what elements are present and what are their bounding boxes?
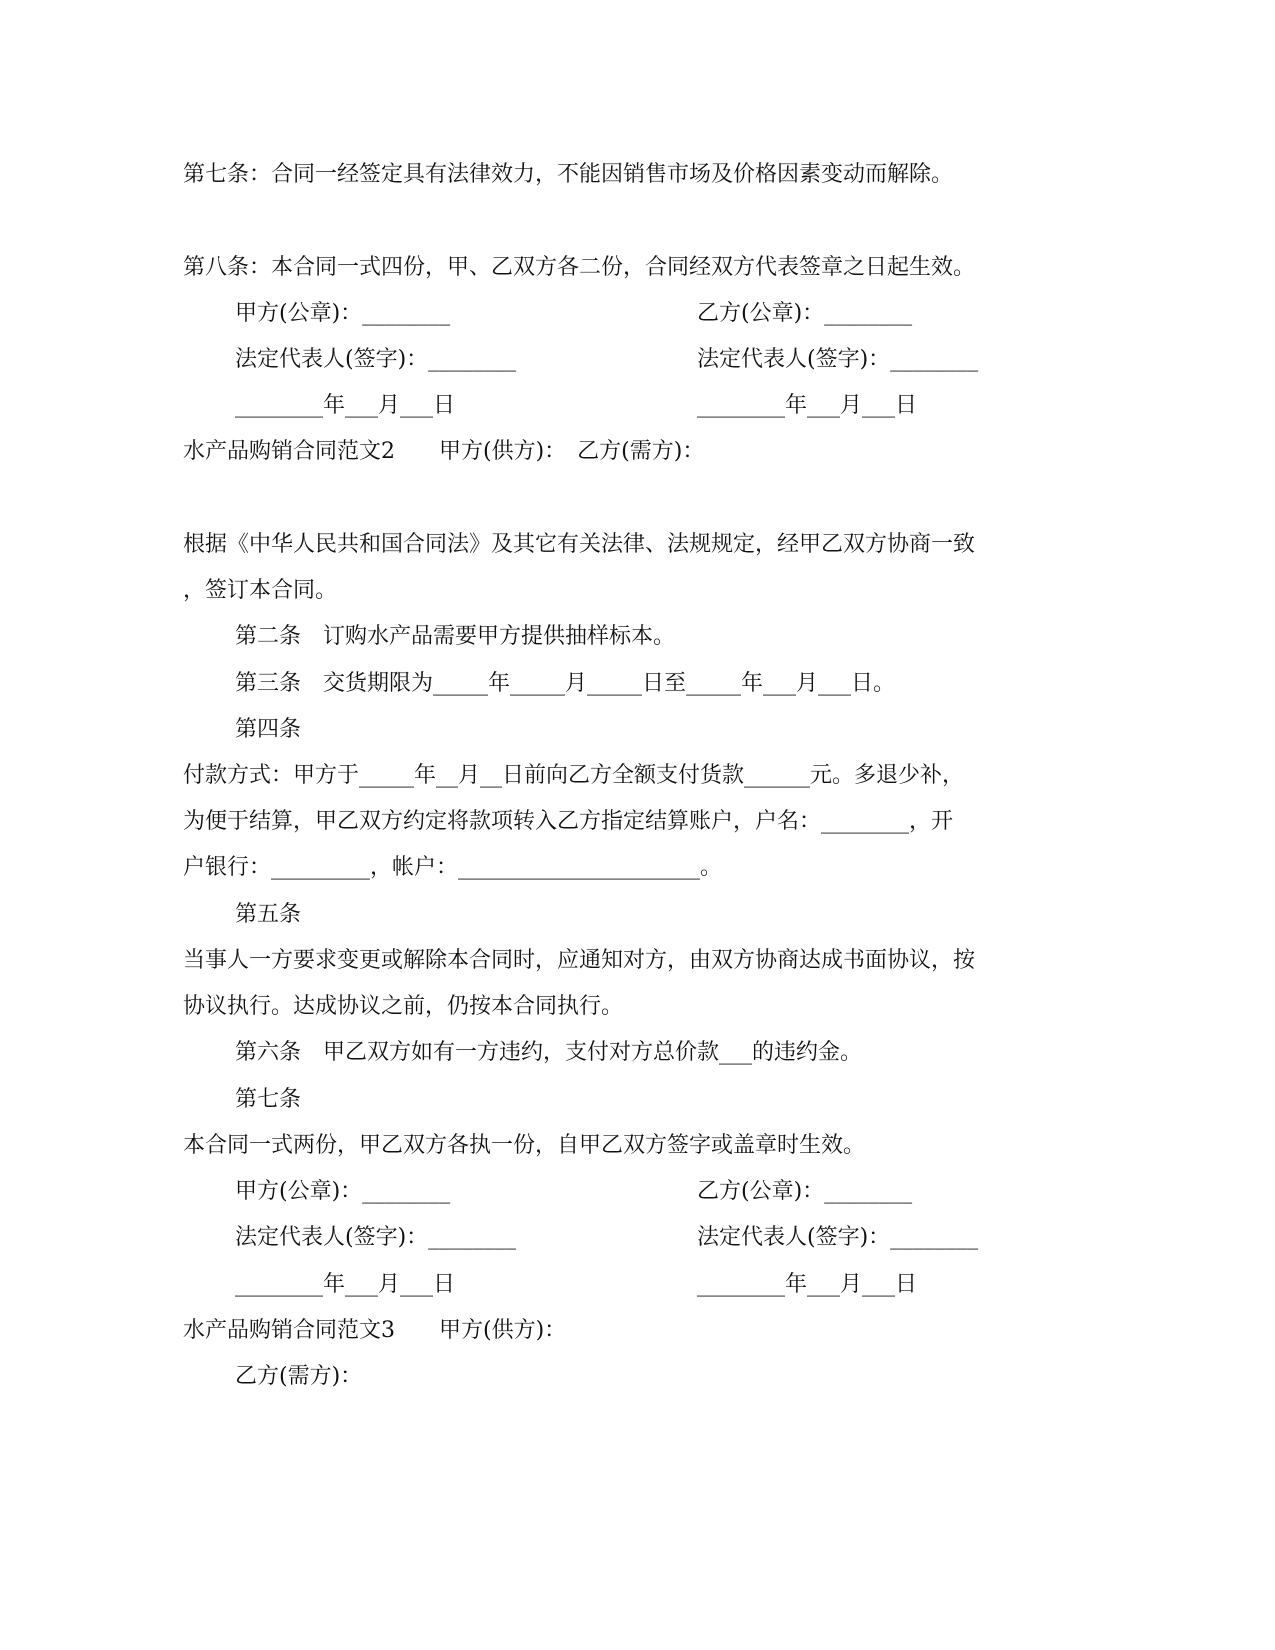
article-5-line-2: 协议执行。达成协议之前，仍按本合同执行。: [183, 994, 624, 1019]
article-2-text: 第二条 订购水产品需要甲方提供抽样标本。: [235, 624, 676, 649]
article-7-title: 第七条: [235, 1087, 302, 1112]
party-b-representative-line-2: 法定代表人(签字)：________: [697, 1225, 979, 1250]
article-8-text: 第八条：本合同一式四份，甲、乙双方各二份，合同经双方代表签章之日起生效。: [183, 255, 976, 280]
article-7-line-1: 本合同一式两份，甲乙双方各执一份，自甲乙双方签字或盖章时生效。: [183, 1133, 866, 1158]
party-b-seal-line: 乙方(公章)：________: [697, 301, 913, 326]
article-4-line-2: 为便于结算，甲乙双方约定将款项转入乙方指定结算账户，户名：________，开: [183, 809, 954, 834]
party-a-seal-line-2: 甲方(公章)：________: [235, 1179, 451, 1204]
article-6-text: 第六条 甲乙双方如有一方违约，支付对方总价款___的违约金。: [235, 1040, 863, 1065]
contract-3-heading: 水产品购销合同范文3 甲方(供方)：: [183, 1318, 567, 1343]
party-a-representative-line-2: 法定代表人(签字)：________: [235, 1225, 517, 1250]
party-b-seal-line-2: 乙方(公章)：________: [697, 1179, 913, 1204]
article-7-text: 第七条：合同一经签定具有法律效力，不能因销售市场及价格因素变动而解除。: [183, 162, 954, 187]
party-b-representative-line: 法定代表人(签字)：________: [697, 347, 979, 372]
contract-2-intro-line-1: 根据《中华人民共和国合同法》及其它有关法律、法规规定，经甲乙双方协商一致: [183, 532, 976, 557]
article-5-line-1: 当事人一方要求变更或解除本合同时，应通知对方，由双方协商达成书面协议，按: [183, 948, 976, 973]
article-3-text: 第三条 交货期限为_____年_____月_____日至_____年___月___日。: [235, 671, 896, 696]
party-b-date-line-2: ________年___月___日: [697, 1272, 918, 1297]
article-4-line-3: 户银行：_________，帐户：______________________。: [183, 855, 723, 880]
article-4-title: 第四条: [235, 717, 302, 742]
contract-2-heading: 水产品购销合同范文2 甲方(供方)： 乙方(需方)：: [183, 439, 705, 464]
party-a-representative-line: 法定代表人(签字)：________: [235, 347, 517, 372]
article-4-line-1: 付款方式：甲方于_____年__月__日前向乙方全额支付货款______元。多退少补，: [183, 763, 965, 788]
party-a-date-line-2: ________年___月___日: [235, 1272, 456, 1297]
contract-2-intro-line-2: ，签订本合同。: [183, 578, 338, 603]
article-5-title: 第五条: [235, 902, 302, 927]
party-b-date-line: ________年___月___日: [697, 393, 918, 418]
party-a-seal-line: 甲方(公章)：________: [235, 301, 451, 326]
party-a-date-line: ________年___月___日: [235, 393, 456, 418]
contract-3-party-b: 乙方(需方)：: [235, 1364, 363, 1389]
